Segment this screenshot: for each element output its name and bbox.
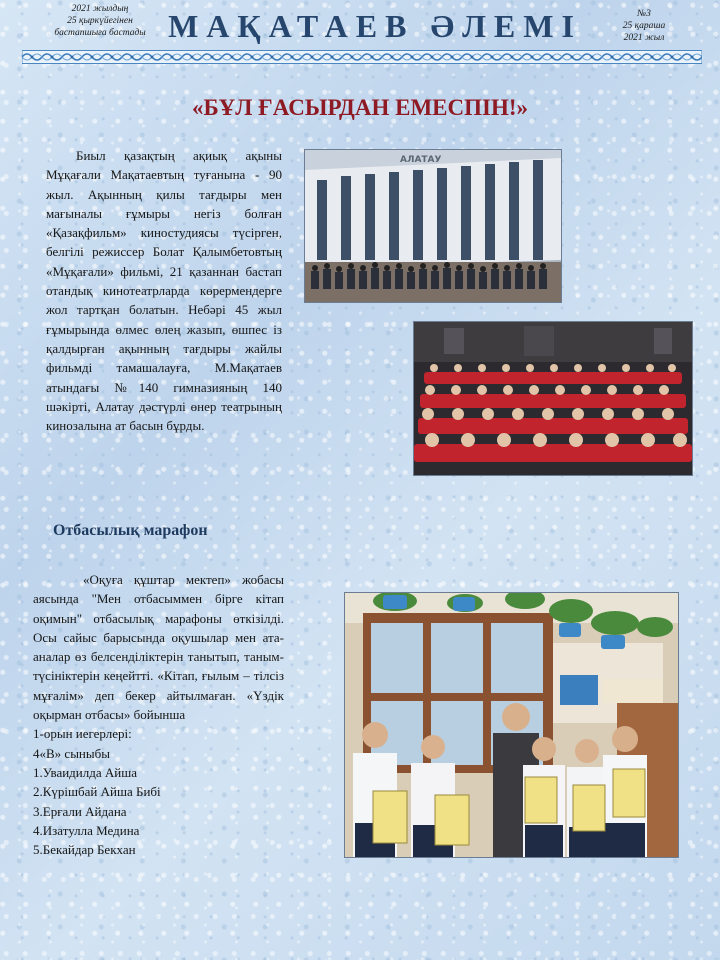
article-body [46,146,282,435]
winner-item: 3.Ерғали Айдана [33,803,127,819]
building-sign: АЛАТАУ [400,155,442,165]
issue-start-note [40,3,160,39]
winners-classroom-photo [344,592,679,858]
section-paragraph: «Оқуға құштар мектеп» жобасы аясында "Мен отбасыммен бірге кітап оқимын" отбасылық марафоны өткізілді. Осы сайыс барысында оқушылар мен ата-аналар өз белсенділіктерін танытып, таным-түсініктерін кеңейтті. «Кітап, ғылым – тілсіз мұғалім» деп бекер айтылмаған. «Үздік оқырман отбасы» бойынша [33,572,284,723]
issue-start-line: 25 қыркүйегінен [67,16,133,26]
issue-start-line: бастапшыға бастады [54,28,146,38]
article-headline: «БҰЛ ҒАСЫРДАН ЕМЕСПІН!» [191,95,529,120]
issue-start-line: 2021 жылдың [71,4,129,14]
winner-item: 4.Изатулла Медина [33,822,140,838]
winner-item: 2.Күрішбай Айша Бибі [33,784,161,800]
article-paragraph: Биыл қазақтың ақиық ақыны Мұқағали Мақатаевтың туғанына - 90 жыл. Ақынның қилы тағдыры мен мағыналы ғұмыры негіз болған «Қазақфильм» киностудиясы түсірген, белгілі режиссер Болат Қалымбетовтың «Мұқағали» фильмі, 21 қазаннан бастап отандық кинотеатрларда көрермендерге жол тартқан болатын. Небәрі 45 жыл ғұмырында өлмес өлең жазып, өшпес із қалдырған ақынның тағдыры жайлы фильмді тамашалауға, М.Мақатаев атындағы №140 гимназияның 140 шәкірті, Алатау дәстүрлі өнер театрының кинозалына ат басын бұрды. [46,148,282,434]
winner-item: 5.Бекайдар Бекхан [33,842,136,858]
section-title: Отбасылық марафон [53,522,208,539]
theatre-building-photo [304,149,562,303]
section-body [33,570,284,859]
issue-info [612,8,676,44]
winner-item: 1.Уваидилда Айша [33,764,137,780]
issue-date: 25 қараша [622,21,666,31]
winners-heading: 1-орын иегерлері: [33,726,132,742]
issue-number: №3 [637,9,651,19]
class-label: 4«В» сыныбы [33,745,110,761]
issue-year: 2021 жыл [623,33,665,43]
ornament-border [22,50,702,64]
newspaper-title: МАҚАТАЕВ ӘЛЕМІ [168,8,582,44]
cinema-hall-photo [413,321,693,476]
